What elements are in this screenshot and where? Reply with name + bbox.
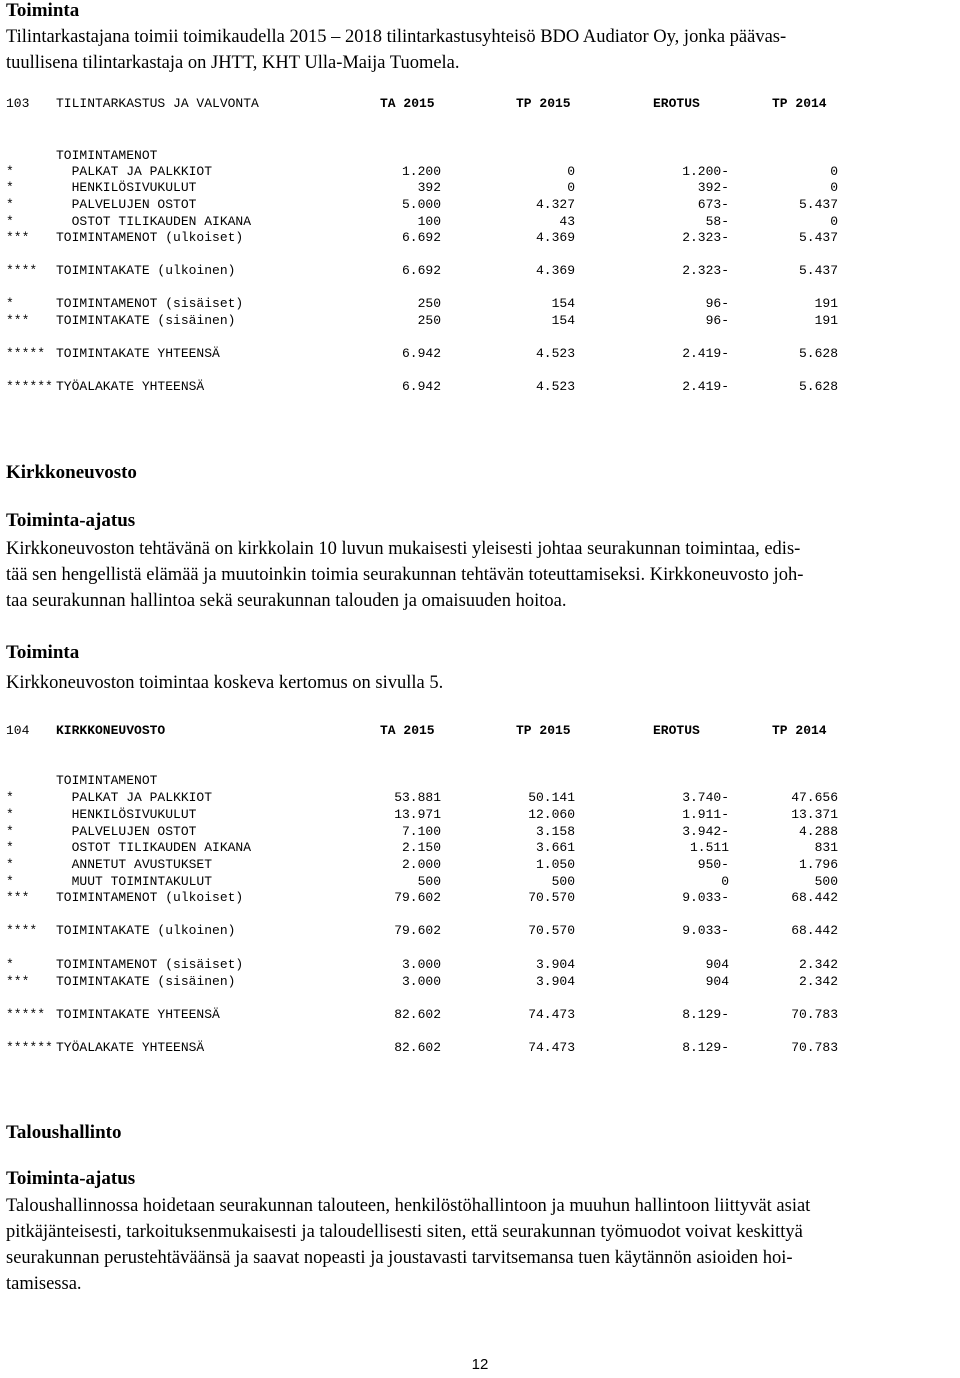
row-label: TOIMINTAKATE (ulkoinen) — [56, 923, 236, 938]
row-marker: * — [6, 874, 14, 889]
cell-tp-2015: 500 — [551, 874, 575, 889]
cell-erotus: 58- — [705, 214, 729, 229]
section-heading-taloushallinto: Taloushallinto — [6, 1122, 122, 1143]
table-row — [0, 230, 960, 246]
cell-tp-2014: 4.288 — [798, 824, 838, 839]
cell-ta-2015: 6.692 — [401, 230, 441, 245]
row-label: OSTOT TILIKAUDEN AIKANA — [56, 214, 252, 229]
row-label: TOIMINTAKATE YHTEENSÄ — [56, 1007, 220, 1022]
cell-tp-2014: 500 — [814, 874, 838, 889]
row-marker: *** — [6, 230, 30, 245]
cell-erotus: 96- — [705, 313, 729, 328]
activity-paragraph: Kirkkoneuvoston toimintaa koskeva kertomus on sivulla 5. — [6, 673, 444, 693]
row-marker: * — [6, 840, 14, 855]
cell-erotus: 96- — [705, 296, 729, 311]
paragraph-line: pitkäjänteisesti, tarkoituksenmukaisesti ja taloudellisesti siten, että seurakunnan työmuodot voivat keskittyä — [6, 1222, 803, 1242]
cell-tp-2015: 4.523 — [535, 379, 575, 394]
cell-tp-2015: 154 — [551, 313, 575, 328]
table-row — [0, 164, 960, 180]
cell-ta-2015: 100 — [417, 214, 441, 229]
page-number: 12 — [471, 1356, 489, 1373]
cell-tp-2014: 68.442 — [791, 923, 838, 938]
table-row — [0, 180, 960, 196]
cell-tp-2015: 3.661 — [535, 840, 575, 855]
row-label: TOIMINTAMENOT (sisäiset) — [56, 957, 244, 972]
table-row — [0, 874, 960, 890]
row-label: MUUT TOIMINTAKULUT — [56, 874, 213, 889]
cell-ta-2015: 5.000 — [401, 197, 441, 212]
cell-ta-2015: 6.942 — [401, 346, 441, 361]
row-label: TOIMINTAMENOT (ulkoiset) — [56, 230, 244, 245]
table-row — [0, 824, 960, 840]
row-label: TYÖALAKATE YHTEENSÄ — [56, 1040, 205, 1055]
cell-erotus: 950- — [697, 857, 729, 872]
cell-tp-2014: 0 — [830, 214, 838, 229]
cell-ta-2015: 13.971 — [394, 807, 441, 822]
cell-tp-2014: 1.796 — [798, 857, 838, 872]
table-row — [0, 790, 960, 806]
cell-tp-2015: 70.570 — [528, 923, 575, 938]
cell-tp-2014: 831 — [814, 840, 838, 855]
cell-ta-2015: 1.200 — [401, 164, 441, 179]
column-header-tp-2015: TP 2015 — [516, 723, 571, 738]
subheading-toiminta-ajatus: Toiminta-ajatus — [6, 1168, 136, 1189]
cell-erotus: 392- — [697, 180, 729, 195]
cell-ta-2015: 2.150 — [401, 840, 441, 855]
cell-ta-2015: 3.000 — [401, 957, 441, 972]
table-row — [0, 974, 960, 990]
paragraph-line: tää sen hengellistä elämää ja muutoinkin toimia seurakunnan tehtävän toteuttamiseksi. Kirkkoneuvosto joh- — [6, 565, 804, 585]
row-marker: * — [6, 197, 14, 212]
table-row — [0, 379, 960, 395]
row-label: TOIMINTAMENOT (ulkoiset) — [56, 890, 244, 905]
table-row — [0, 840, 960, 856]
table-row — [0, 263, 960, 279]
cell-tp-2015: 43 — [559, 214, 575, 229]
row-label: ANNETUT AVUSTUKSET — [56, 857, 213, 872]
row-marker: * — [6, 824, 14, 839]
cell-tp-2014: 5.628 — [798, 346, 838, 361]
cell-tp-2014: 0 — [830, 164, 838, 179]
column-header-tp-2014: TP 2014 — [772, 723, 827, 738]
cell-erotus: 3.740- — [682, 790, 729, 805]
table-row — [0, 1007, 960, 1023]
cell-erotus: 8.129- — [682, 1007, 729, 1022]
cell-tp-2015: 0 — [567, 180, 575, 195]
cell-erotus: 1.511 — [689, 840, 729, 855]
cell-tp-2014: 70.783 — [791, 1007, 838, 1022]
paragraph-line: taa seurakunnan hallintoa sekä seurakunnan talouden ja omaisuuden hoitoa. — [6, 591, 567, 611]
cell-erotus: 9.033- — [682, 890, 729, 905]
cell-tp-2015: 50.141 — [528, 790, 575, 805]
cell-tp-2015: 3.904 — [535, 957, 575, 972]
row-label: TOIMINTAKATE (sisäinen) — [56, 313, 236, 328]
cell-tp-2015: 74.473 — [528, 1007, 575, 1022]
row-marker: ***** — [6, 1007, 46, 1022]
table-number: 103 — [6, 96, 30, 111]
subheader-label: TOIMINTAMENOT — [56, 773, 158, 788]
row-label: PALKAT JA PALKKIOT — [56, 164, 213, 179]
cell-tp-2015: 70.570 — [528, 890, 575, 905]
column-header-erotus: EROTUS — [653, 96, 700, 111]
cell-tp-2015: 154 — [551, 296, 575, 311]
cell-tp-2014: 70.783 — [791, 1040, 838, 1055]
column-header-erotus: EROTUS — [653, 723, 700, 738]
subheader-label: TOIMINTAMENOT — [56, 148, 158, 163]
row-label: TOIMINTAKATE (sisäinen) — [56, 974, 236, 989]
cell-ta-2015: 79.602 — [394, 923, 441, 938]
paragraph-line: tamisessa. — [6, 1274, 82, 1294]
purpose-paragraph — [6, 536, 956, 614]
table-subheader-row — [0, 148, 960, 164]
table-row — [0, 957, 960, 973]
cell-ta-2015: 392 — [417, 180, 441, 195]
table-row — [0, 857, 960, 873]
cell-erotus: 2.419- — [682, 379, 729, 394]
cell-erotus: 9.033- — [682, 923, 729, 938]
cell-ta-2015: 82.602 — [394, 1040, 441, 1055]
cell-tp-2014: 191 — [814, 296, 838, 311]
cell-tp-2014: 47.656 — [791, 790, 838, 805]
row-marker: * — [6, 164, 14, 179]
finance-paragraph — [6, 1193, 956, 1297]
table-row — [0, 214, 960, 230]
table-row — [0, 296, 960, 312]
cell-tp-2014: 0 — [830, 180, 838, 195]
cell-erotus: 904 — [705, 974, 729, 989]
row-marker: * — [6, 790, 14, 805]
table-row — [0, 313, 960, 329]
cell-tp-2015: 74.473 — [528, 1040, 575, 1055]
cell-tp-2015: 3.158 — [535, 824, 575, 839]
cell-ta-2015: 250 — [417, 313, 441, 328]
cell-tp-2014: 68.442 — [791, 890, 838, 905]
cell-ta-2015: 6.942 — [401, 379, 441, 394]
cell-tp-2015: 4.369 — [535, 263, 575, 278]
cell-ta-2015: 500 — [417, 874, 441, 889]
cell-tp-2015: 4.327 — [535, 197, 575, 212]
row-marker: ****** — [6, 1040, 53, 1055]
row-marker: *** — [6, 313, 30, 328]
row-marker: **** — [6, 923, 38, 938]
row-marker: **** — [6, 263, 38, 278]
paragraph-line: Kirkkoneuvoston tehtävänä on kirkkolain 10 luvun mukaisesti yleisesti johtaa seurakunnan toimintaa, edis- — [6, 539, 801, 559]
table-header-row — [0, 723, 960, 739]
cell-erotus: 8.129- — [682, 1040, 729, 1055]
cell-tp-2015: 12.060 — [528, 807, 575, 822]
table-row — [0, 1040, 960, 1056]
table-title: KIRKKONEUVOSTO — [56, 723, 166, 738]
row-label: PALVELUJEN OSTOT — [56, 824, 197, 839]
column-header-ta-2015: TA 2015 — [380, 723, 435, 738]
row-marker: * — [6, 296, 14, 311]
row-label: TOIMINTAKATE (ulkoinen) — [56, 263, 236, 278]
cell-erotus: 3.942- — [682, 824, 729, 839]
row-marker: * — [6, 807, 14, 822]
cell-ta-2015: 79.602 — [394, 890, 441, 905]
cell-tp-2014: 191 — [814, 313, 838, 328]
column-header-tp-2015: TP 2015 — [516, 96, 571, 111]
row-label: PALKAT JA PALKKIOT — [56, 790, 213, 805]
row-marker: * — [6, 214, 14, 229]
cell-tp-2014: 2.342 — [798, 974, 838, 989]
cell-ta-2015: 7.100 — [401, 824, 441, 839]
row-marker: ****** — [6, 379, 53, 394]
row-label: OSTOT TILIKAUDEN AIKANA — [56, 840, 252, 855]
table-row — [0, 923, 960, 939]
cell-ta-2015: 250 — [417, 296, 441, 311]
cell-erotus: 904 — [705, 957, 729, 972]
cell-tp-2014: 5.437 — [798, 263, 838, 278]
table-row — [0, 346, 960, 362]
table-title: TILINTARKASTUS JA VALVONTA — [56, 96, 259, 111]
cell-ta-2015: 82.602 — [394, 1007, 441, 1022]
column-header-ta-2015: TA 2015 — [380, 96, 435, 111]
table-row — [0, 197, 960, 213]
row-marker: *** — [6, 890, 30, 905]
cell-erotus: 2.323- — [682, 263, 729, 278]
row-label: HENKILÖSIVUKULUT — [56, 807, 197, 822]
row-marker: *** — [6, 974, 30, 989]
cell-erotus: 0 — [721, 874, 729, 889]
row-marker: * — [6, 957, 14, 972]
row-marker: * — [6, 180, 14, 195]
row-label: HENKILÖSIVUKULUT — [56, 180, 197, 195]
cell-tp-2014: 2.342 — [798, 957, 838, 972]
cell-tp-2015: 4.523 — [535, 346, 575, 361]
cell-tp-2014: 5.437 — [798, 197, 838, 212]
cell-tp-2014: 5.437 — [798, 230, 838, 245]
cell-tp-2015: 0 — [567, 164, 575, 179]
row-label: TYÖALAKATE YHTEENSÄ — [56, 379, 205, 394]
cell-tp-2015: 1.050 — [535, 857, 575, 872]
cell-erotus: 673- — [697, 197, 729, 212]
paragraph-line: Taloushallinnossa hoidetaan seurakunnan talouteen, henkilöstöhallintoon ja muuhun hallintoon liittyvät asiat — [6, 1196, 811, 1216]
cell-erotus: 2.419- — [682, 346, 729, 361]
section-heading-toiminta: Toiminta — [6, 0, 80, 21]
row-label: PALVELUJEN OSTOT — [56, 197, 197, 212]
cell-ta-2015: 2.000 — [401, 857, 441, 872]
table-row — [0, 890, 960, 906]
cell-tp-2015: 4.369 — [535, 230, 575, 245]
row-label: TOIMINTAMENOT (sisäiset) — [56, 296, 244, 311]
cell-tp-2015: 3.904 — [535, 974, 575, 989]
table-number: 104 — [6, 723, 30, 738]
row-marker: * — [6, 857, 14, 872]
table-row — [0, 807, 960, 823]
auditor-paragraph — [6, 24, 956, 76]
subheading-toiminta: Toiminta — [6, 642, 80, 663]
paragraph-line: seurakunnan perustehtäväänsä ja saavat nopeasti ja joustavasti tarvitsemansa tuen käytännön asioiden hoi- — [6, 1248, 793, 1268]
cell-ta-2015: 6.692 — [401, 263, 441, 278]
table-subheader-row — [0, 773, 960, 789]
cell-erotus: 1.911- — [682, 807, 729, 822]
subheading-toiminta-ajatus: Toiminta-ajatus — [6, 510, 136, 531]
paragraph-line: tuullisena tilintarkastaja on JHTT, KHT Ulla-Maija Tuomela. — [6, 53, 460, 73]
cell-ta-2015: 3.000 — [401, 974, 441, 989]
cell-erotus: 1.200- — [682, 164, 729, 179]
cell-ta-2015: 53.881 — [394, 790, 441, 805]
row-marker: ***** — [6, 346, 46, 361]
row-label: TOIMINTAKATE YHTEENSÄ — [56, 346, 220, 361]
cell-erotus: 2.323- — [682, 230, 729, 245]
paragraph-line: Tilintarkastajana toimii toimikaudella 2015 – 2018 tilintarkastusyhteisö BDO Audiator Oy, jonka päävas- — [6, 27, 787, 47]
table-header-row — [0, 96, 960, 112]
cell-tp-2014: 13.371 — [791, 807, 838, 822]
section-heading-kirkkoneuvosto: Kirkkoneuvosto — [6, 462, 137, 483]
column-header-tp-2014: TP 2014 — [772, 96, 827, 111]
cell-tp-2014: 5.628 — [798, 379, 838, 394]
